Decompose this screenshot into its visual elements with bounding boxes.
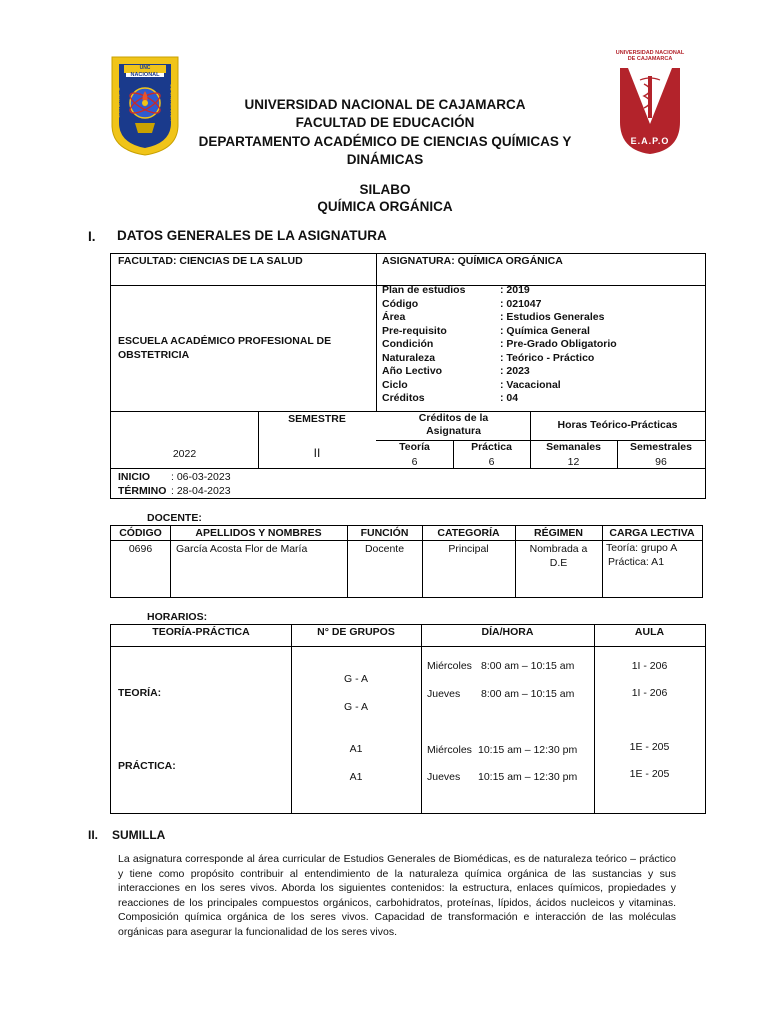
faculty-name: FACULTAD DE EDUCACIÓN (295, 115, 475, 130)
horario-hora: 10:15 am – 12:30 pm (478, 744, 578, 756)
horarios-header-tp: TEORÍA-PRÁCTICA (152, 626, 250, 638)
plan-list (382, 284, 702, 406)
section1-number: I. (88, 229, 96, 244)
inicio-value: : 06-03-2023 (171, 471, 231, 483)
termino-value: : 28-04-2023 (171, 485, 231, 497)
horario-aula: 1I - 206 (631, 687, 668, 699)
docente-carga-2: Práctica: A1 (608, 556, 665, 568)
horario-grupo: G - A (344, 673, 368, 685)
eapo-logo (614, 50, 686, 156)
general-data-table (110, 253, 706, 499)
docente-header-codigo: CÓDIGO (119, 527, 162, 539)
sumilla-text: La asignatura corresponde al área curricular de Estudios Generales de Biomédicas, es de naturaleza teórico – práctico y tiene como propósito contribuir al entendimiento de la naturaleza química orgánica de las sustancias y sus interacciones en los seres vivos. Aborda los siguientes contenidos: la estructura, enlaces químicos, propiedades y reacciones de los principales compuestos orgánicos, carbohidratos, proteínas, lípidos, ácidos nucleicos y vitaminas. Composición química orgánica de los seres vivos. Capacidad de transformación e interacción de las moléculas orgánicas para asegurar la funcionalidad de los seres vivos. (118, 853, 676, 938)
inicio-label: INICIO (118, 471, 151, 483)
horarios-table (110, 624, 706, 814)
horario-aula: 1I - 206 (631, 660, 668, 672)
horario-aula: 1E - 205 (629, 768, 670, 780)
docente-header-regimen: RÉGIMEN (533, 527, 583, 539)
school-cell: ESCUELA ACADÉMICO PROFESIONAL DE OBSTETRICIA (118, 335, 332, 361)
university-name: UNIVERSIDAD NACIONAL DE CAJAMARCA (244, 97, 526, 112)
docente-title: DOCENTE: (147, 512, 202, 524)
docente-codigo: 0696 (128, 543, 153, 555)
plan-row: Ciclo : Vacacional (382, 378, 561, 391)
section1-title: DATOS GENERALES DE LA ASIGNATURA (117, 228, 387, 243)
horario-hora: 8:00 am – 10:15 am (481, 660, 575, 672)
horario-dia: Jueves (427, 688, 461, 700)
plan-row: Pre-requisito : Química General (382, 324, 590, 337)
subject-cell: ASIGNATURA: QUÍMICA ORGÁNICA (382, 255, 563, 267)
horario-hora: 8:00 am – 10:15 am (481, 688, 575, 700)
horario-dia: Jueves (427, 771, 461, 783)
teoria-label: TEORÍA: (118, 687, 162, 699)
teoria-header: Teoría (399, 441, 430, 453)
horario-grupo: A1 (349, 771, 363, 783)
doc-type: SILABO (359, 182, 411, 197)
semestrales-value: 96 (655, 456, 667, 468)
practica-label: PRÁCTICA: (118, 760, 176, 772)
docente-header-carga: CARGA LECTIVA (609, 527, 695, 539)
year-value: 2022 (172, 448, 197, 460)
docente-carga-1: Teoría: grupo A (606, 542, 678, 554)
section2-title: SUMILLA (112, 828, 166, 842)
plan-row: Condición : Pre-Grado Obligatorio (382, 338, 617, 350)
logo-university-text: UNIVERSIDAD NACIONAL DE CAJAMARCA (615, 50, 685, 62)
creditos-header: Créditos de la Asignatura (418, 412, 489, 437)
faculty-cell: FACULTAD: CIENCIAS DE LA SALUD (118, 255, 303, 267)
department-line1: DEPARTAMENTO ACADÉMICO DE CIENCIAS QUÍMICAS Y (198, 134, 572, 149)
docente-regimen-1: Nombrada a (529, 543, 588, 555)
plan-row: Plan de estudios : 2019 (382, 284, 530, 296)
logo-left-text: UNIVERSIDAD (115, 87, 121, 119)
horarios-title: HORARIOS: (147, 611, 208, 623)
horario-dia: Miércoles (427, 660, 472, 672)
course-title: QUÍMICA ORGÁNICA (317, 199, 453, 214)
docente-categoria: Principal (448, 543, 489, 555)
teoria-value: 6 (411, 456, 418, 468)
logo-band-text: NACIONAL (130, 72, 160, 78)
plan-row: Naturaleza : Teórico - Práctico (382, 351, 595, 364)
horario-grupo: A1 (349, 743, 363, 755)
docente-header-nombre: APELLIDOS Y NOMBRES (195, 527, 322, 539)
horarios-header-dia: DÍA/HORA (481, 626, 534, 638)
semestrales-header: Semestrales (630, 441, 692, 453)
semestre-header: SEMESTRE (288, 413, 346, 425)
plan-row: Año Lectivo : 2023 (382, 365, 530, 377)
semanales-value: 12 (567, 456, 580, 468)
horario-aula: 1E - 205 (629, 741, 670, 753)
horas-header: Horas Teórico-Prácticas (557, 419, 678, 431)
plan-row: Área : Estudios Generales (382, 311, 605, 323)
logo-top-text: UNC (139, 65, 151, 71)
section2-number: II. (88, 828, 99, 842)
horario-hora: 10:15 am – 12:30 pm (478, 771, 578, 783)
logo-right-text: DE CAJAMARCA (169, 84, 175, 121)
department-line2: DINÁMICAS (346, 152, 424, 167)
unc-logo (110, 55, 180, 157)
termino-label: TÉRMINO (118, 485, 167, 497)
docente-nombre: García Acosta Flor de María (176, 543, 308, 555)
plan-row: Código : 021047 (382, 297, 542, 310)
practica-header: Práctica (471, 441, 512, 453)
horarios-header-aula: AULA (634, 626, 665, 638)
semester-value: II (313, 446, 321, 460)
horarios-header-grupos: N° DE GRUPOS (317, 626, 395, 638)
semanales-header: Semanales (546, 441, 601, 453)
docente-funcion: Docente (364, 543, 405, 555)
practica-value: 6 (488, 456, 495, 468)
docente-header-funcion: FUNCIÓN (360, 527, 409, 539)
logo-letters: E.A.P.O (630, 136, 670, 146)
plan-row: Créditos : 04 (382, 392, 519, 404)
docente-header-categoria: CATEGORÍA (437, 527, 500, 539)
horario-dia: Miércoles (427, 744, 472, 756)
docente-regimen-2: D.E (549, 557, 568, 569)
docente-table (110, 525, 703, 598)
horario-grupo: G - A (344, 701, 368, 713)
